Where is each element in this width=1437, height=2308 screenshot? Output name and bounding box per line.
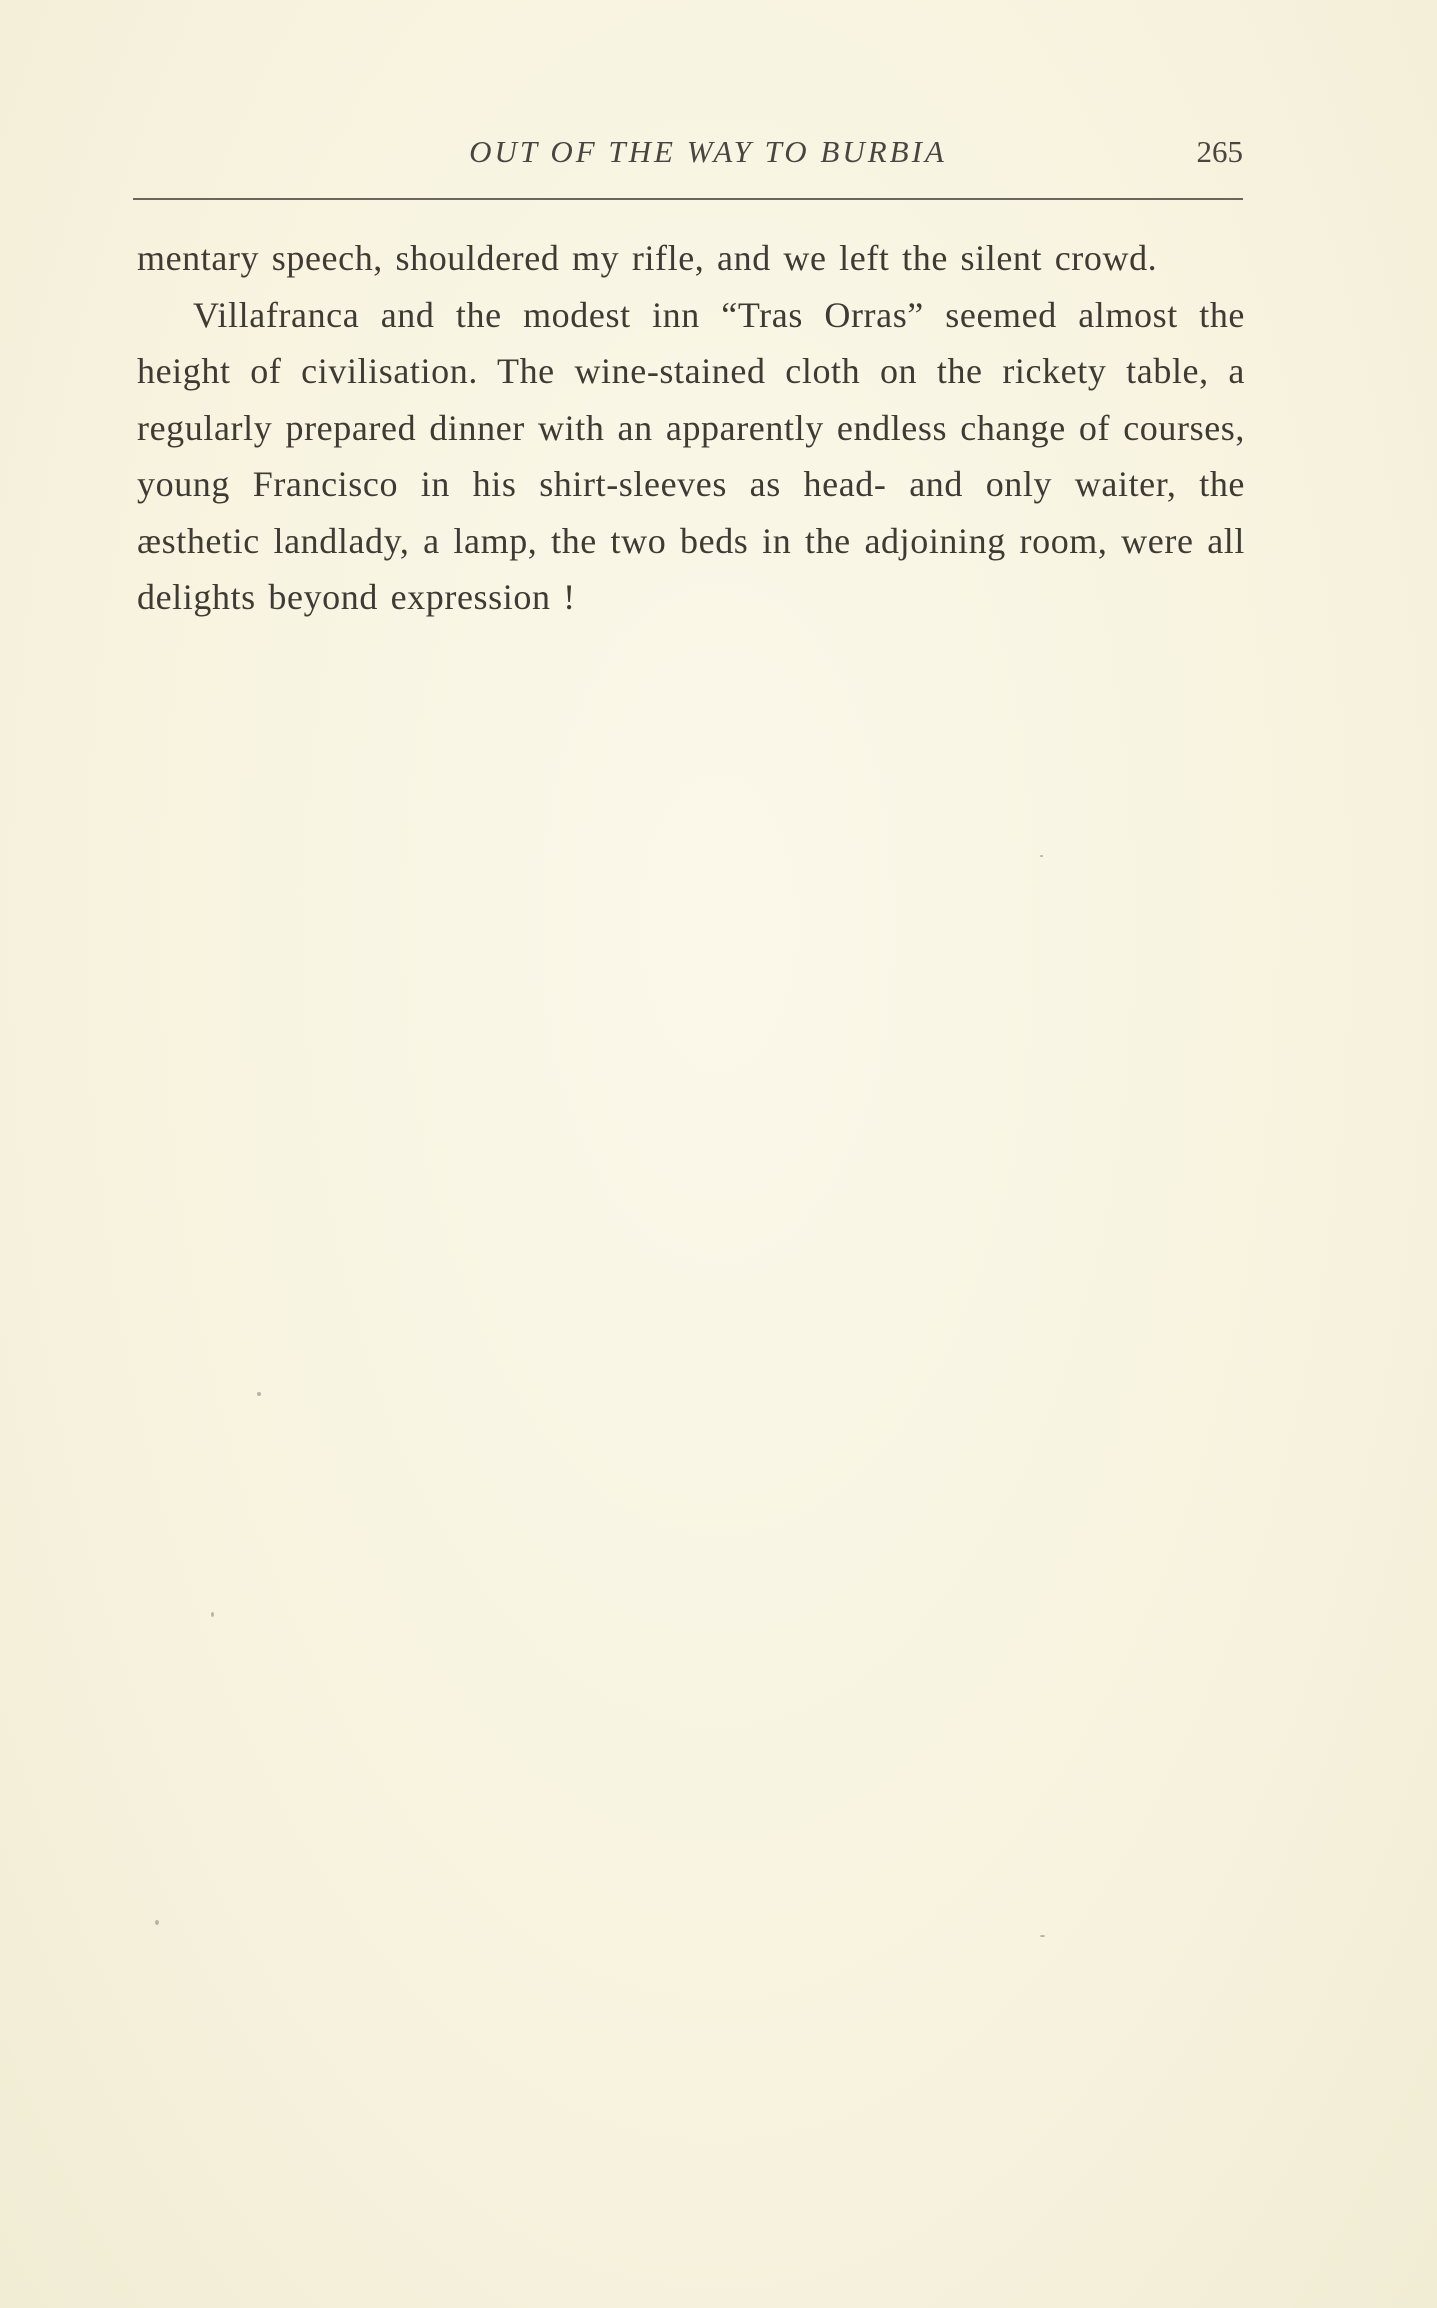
paper-speck xyxy=(257,1392,261,1396)
running-title: OUT OF THE WAY TO BURBIA xyxy=(469,134,947,169)
page-number: 265 xyxy=(1196,134,1243,169)
body-text xyxy=(137,230,1245,626)
paragraph-villafranca: Villafranca and the modest inn “Tras Orras” seemed almost the height of civilisation. The wine-stained cloth on the rickety table, a regularly prepared dinner with an apparently endless change of courses, young Francisco in his shirt-sleeves as head- and only waiter, the æsthetic landlady, a lamp, the two beds in the adjoining room, were all delights beyond expression ! xyxy=(137,294,1245,617)
paper-speck xyxy=(211,1612,214,1617)
paragraph-continuation: mentary speech, shouldered my rifle, and we left the silent crowd. xyxy=(137,238,1158,278)
paper-speck xyxy=(155,1920,159,1925)
paper-speck xyxy=(1040,855,1043,857)
header-rule xyxy=(133,198,1243,200)
paper-speck xyxy=(1040,1935,1045,1937)
running-head xyxy=(133,128,1243,178)
